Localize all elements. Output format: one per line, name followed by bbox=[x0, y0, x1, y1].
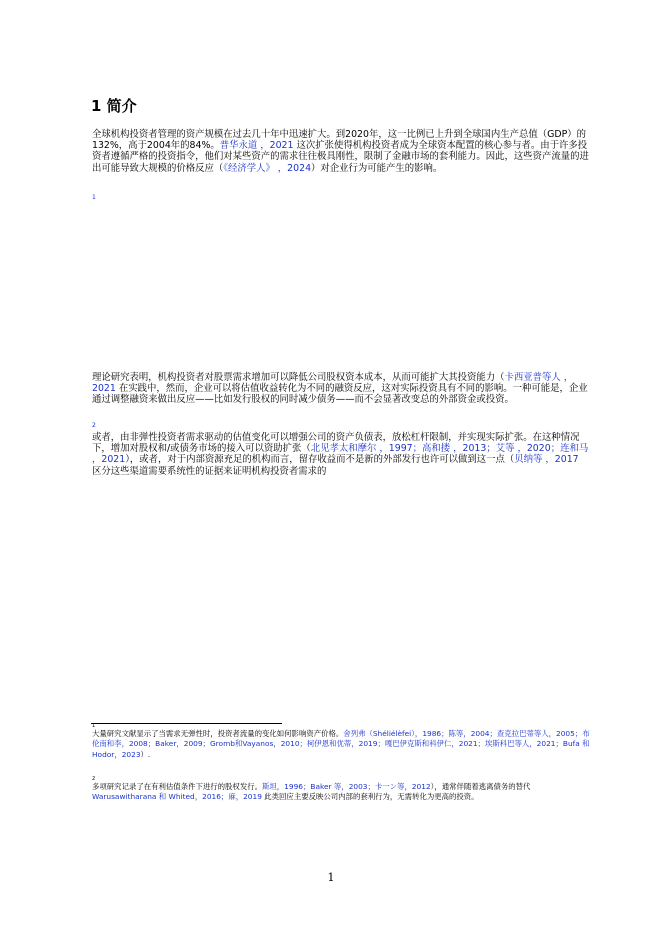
page-number: 1 bbox=[327, 871, 335, 884]
paragraph-text: 全球机构投资者管理的资产规模在过去几十年中迅速扩大。到2020年，这一比例已上升到全球国内生产总值（GDP）的132%，高于2004年的84%。 bbox=[92, 129, 587, 152]
paragraph-channels bbox=[92, 432, 590, 477]
paragraph-text: ），或者，对于内部资源充足的机构而言，留存收益而不是新的外部发行也许可以做到这一点（ bbox=[125, 454, 515, 466]
footnote-marker-1[interactable]: 1 bbox=[92, 194, 96, 201]
citation-link[interactable]: 《经济学人》 ，2024 bbox=[223, 162, 312, 174]
citation-link[interactable]: Warusawitharana 和 Whited，2016；麻，2019 bbox=[92, 792, 262, 802]
footnote-text: ）. bbox=[140, 749, 151, 759]
paragraph-text: 在实践中，然而，企业可以将估值收益转化为不同的融资反应，这对实际投资具有不同的影响。一种可能是，企业通过调整融资来做出反应——比如发行股权的同时减少债务——而不会显著改变总的外部资金或投资。 bbox=[92, 383, 588, 406]
paragraph-text: 或者，由非弹性投资者需求驱动的估值变化可以增强公司的资产负债表，放松杠杆限制，并实现实际扩张。在这种情况下，增加对股权和/或债务市场的接入可以资助扩张（ bbox=[92, 432, 580, 455]
footnote-number: 1 bbox=[92, 723, 96, 729]
paragraph-theory bbox=[92, 372, 590, 406]
paragraph-text: 理论研究表明，机构投资者对股票需求增加可以降低公司股权资本成本，从而可能扩大其投资能力（ bbox=[92, 372, 505, 383]
footnote-number: 2 bbox=[92, 776, 96, 782]
footnote-text: 多项研究记录了在有利估值条件下进行的股权发行。 bbox=[92, 782, 262, 791]
paragraph-intro bbox=[92, 129, 590, 174]
footnote-text: 大量研究文献显示了当需求无弹性时，投资者流量的变化如何影响资产价格。 bbox=[92, 729, 344, 738]
paragraph-text: ）对企业行为可能产生的影响。 bbox=[311, 162, 443, 174]
footnote-2 bbox=[92, 777, 592, 803]
footnote-marker-2[interactable]: 2 bbox=[92, 422, 96, 429]
citation-link[interactable]: 卡西亚普等人 ，2021 bbox=[92, 372, 574, 395]
section-title: 1 简介 bbox=[91, 97, 137, 115]
citation-link[interactable]: 贝纳等 ，2017 bbox=[514, 454, 579, 466]
footnote-text: 此类回应主要反映公司内部的套利行为，无需转化为更高的投资。 bbox=[261, 792, 479, 802]
citation-link[interactable]: 舍列弗（Shéliélèfei），1986；陈等，2004；查克拉巴蒂等人，2005；布伦南和李，2008；Baker，2009；Gromb和Vayanos，2010；柯伊恩和优蒂，2019；嘎巴伊克斯和科伊仁，2021；埃斯科巴等人，2021；Bufa 和 Hodor，2023 bbox=[92, 729, 590, 759]
footnote-text: ），通常伴随着逃离债务的替代 bbox=[430, 782, 531, 791]
citation-link[interactable]: 普华永道 ，2021 bbox=[219, 140, 294, 152]
paragraph-text: 区分这些渠道需要系统性的证据来证明机构投资者需求的 bbox=[92, 465, 327, 477]
paragraph-text: 这次扩张使得机构投资者成为全球资本配置的核心参与者。由于许多投资者遵循严格的投资指令，他们对某些资产的需求往往极具刚性，限制了金融市场的套利能力。因此，这些资产流量的进出可能导致大规模的价格反应（ bbox=[92, 140, 589, 174]
footnote-1 bbox=[92, 724, 592, 760]
citation-link[interactable]: 斯坦，1996；Baker 等，2003；卡一ン等，2012 bbox=[262, 782, 431, 791]
citation-link[interactable]: 北见孝太和摩尔 ，1997；高和搂 ，2013；艾等 ，2020；连和马 ，2021 bbox=[92, 443, 589, 466]
